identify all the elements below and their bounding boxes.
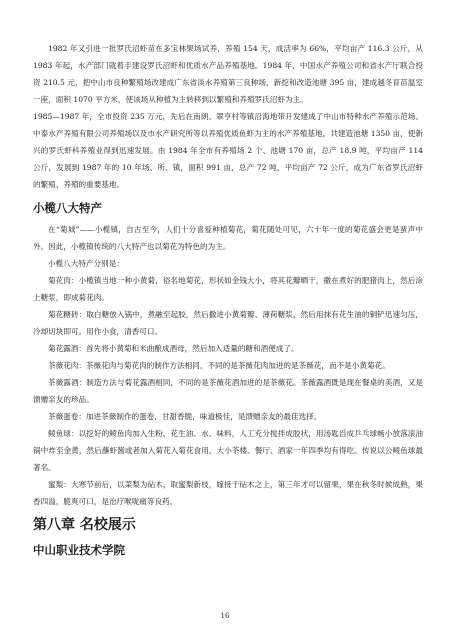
- list-intro: 小榄八大特产分别是：: [48, 259, 124, 268]
- list-item: 菊花露酒：首先将小黄菊和米曲酿成酒母，然后加入适量的糖和酒便成了。: [48, 344, 299, 353]
- list-item: 茶薇蛋卷：加进茶薇制作的蛋卷，甘甜香脆，味道极佳，是馈赠亲友的最佳选择。: [48, 412, 322, 421]
- list-item: 茶薇花肉：茶薇花肉与菊花肉的制作方法相同，不同的是茶薇花肉加进的是茶薇花，而不是小黄菊花。: [48, 361, 390, 370]
- chapter-heading: 第八章 名校展示: [33, 517, 136, 533]
- section-intro: 在“菊城”——小榄镇，自古至今，人们十分喜爱种植菊花，菊花随处可见，六十年一度的菊花盛会更是蜚声中外。因此，小榄镇传统的八大特产也以菊花为特色的为主。: [33, 225, 423, 251]
- intro-paragraph-2: 1985—1987 年，全市投资 235 万元，先后在南朗、翠亨村等镇沿海地带开发建成了中山市特种水产养殖示范场、中泰水产养殖有限公司养殖场以及市水产研究所等以养殖优质鱼虾为主的水产养殖基地，共建造池塘 1350 亩，使新兴的罗氏虾科养殖业得到迅速发展。由 1984 年全市有养殖场 2 个、池塘 170 亩，总产 18.9 吨，平均亩产 114 公斤，发展到 1987 年的 10 年场、所、镇，面积 991 亩，总产 72 吨，平均亩产 72 公斤，成为广东省罗氏沼虾的繁殖、养殖的重要基地。: [33, 112, 423, 189]
- list-item: 蜜梨：大寒节前后，以菜梨为砧木，取蜜梨新枝，嫁接于砧木之上，第三年才可以留果，果在秋冬时候成熟，果香四溢，脆爽可口，是治疗喉咙痛等良药。: [33, 480, 423, 506]
- section-heading: 小榄八大特产: [33, 201, 102, 215]
- school-heading: 中山职业技术学院: [33, 543, 125, 557]
- page-content: [33, 40, 423, 560]
- list-item: 菊花糖砖：取白糖放入锅中，煮融至起胶，然后撒进小黄菊瓣、薄荷糖浆，然后用抹有花生油的铜铲迅速匀压，冷却切块即可。用作小食，清香可口。: [33, 310, 423, 336]
- list-item: 茶薇露酒：制造方法与菊花露酒相同，不同的是茶薇花酒加进的是茶薇花。茶薇露酒既是现在餐桌的美酒，又是馈赠亲友的珍品。: [33, 378, 423, 404]
- list-item: 鲮鱼球：以挖好的鲮鱼肉加入生粉、花生油、水、味料，人工充分搅拌成胶状，用汤匙舀成乒乓球畅小放落滚油锅中炸至金黄，然后蘸虾酱或者加入菊花入菊花食用，大小茶楼、餐厅、酒家一年四季均有得吃。传说以公鲮鱼球最著名。: [33, 429, 423, 472]
- list-item: 菊花肉：小榄镇当地一种小黄菊，俗名地菊花，形状如金钱大小，将其花瓣晒干，撒在煮好的肥猪肉上，然后涂上糖浆，即成菊花肉。: [33, 276, 423, 302]
- page-number: 16: [220, 612, 230, 620]
- intro-paragraph-1: 1982 年又引进一批罗氏沼虾苗在多宝林果场试养，养殖 154 天，成活率为 66%，平均亩产 116.3 公斤，从 1983 年起，水产部门就着手建设罗氏沼虾和优质水产品养殖基地。1984 年，中国水产养殖公司和省水产厅联合投资 210.5 元，把中山市良种繁殖场改建成广东省淡水养殖第三良种场，新挖和改造池塘 395 亩，建成越冬育苗温室一座，面积 1070 平方米，使该场从种植为主转移到以繁殖和养殖罗氏沼虾为主。: [33, 44, 423, 104]
